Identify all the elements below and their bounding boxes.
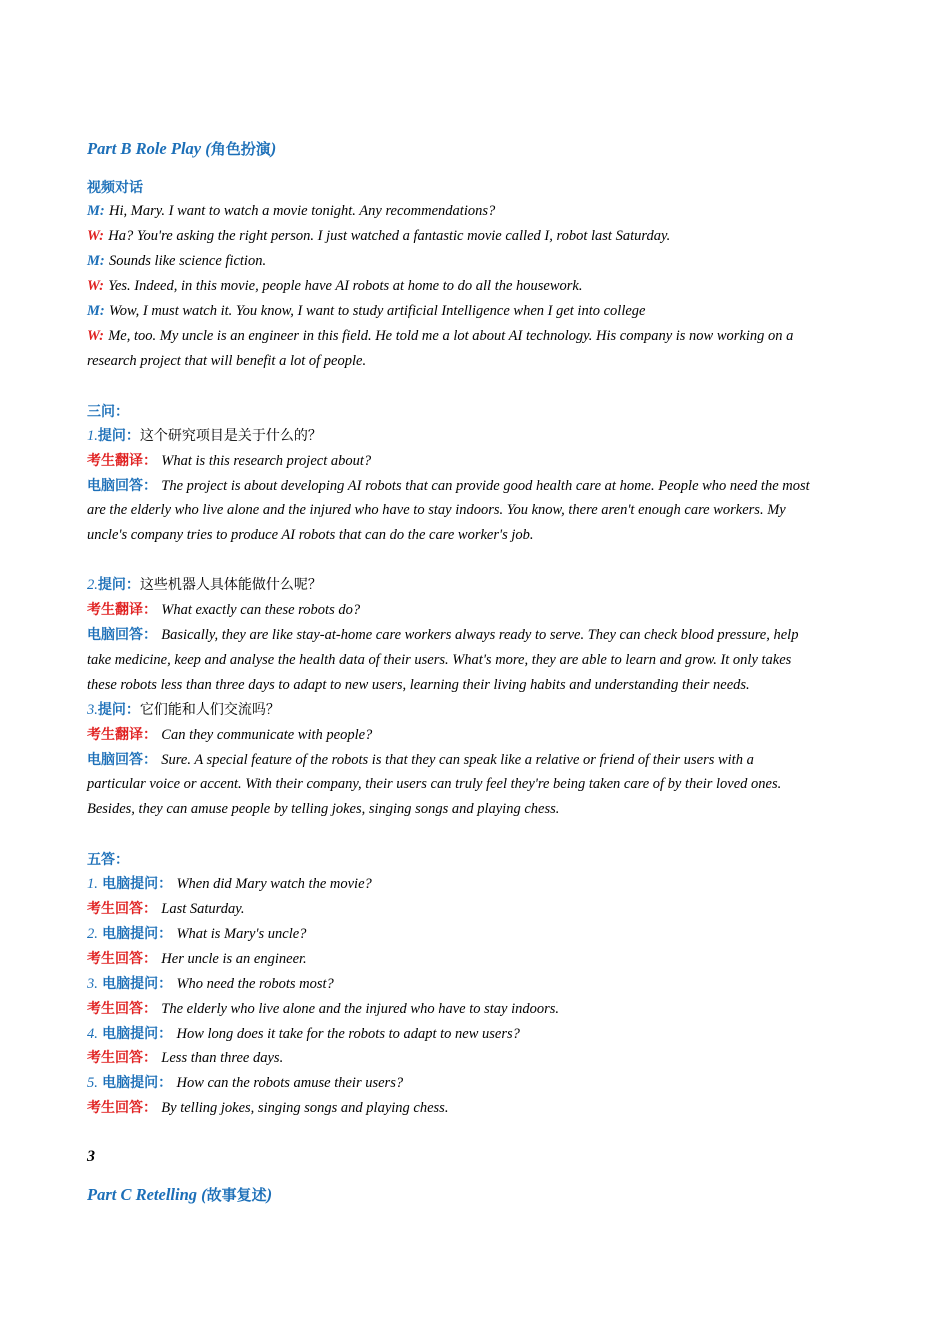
question-1-ask: 1.提问：这个研究项目是关于什么的？ — [87, 428, 322, 444]
five-answer-5: 考生回答： By telling jokes, singing songs and playing chess. — [87, 1100, 449, 1116]
question-3-answer-line: particular voice or accent. With their company, their users can truly feel they're being taken care of by their loved ones. — [87, 776, 782, 792]
question-3-answer-line: Besides, they can amuse people by telling jokes, singing songs and playing chess. — [87, 801, 560, 817]
question-1-translation: 考生翻译： What is this research project about? — [87, 453, 372, 469]
dialogue-line: W: Me, too. My uncle is an engineer in this field. He told me a lot about AI technology. His company is now working on a — [87, 328, 794, 344]
part-b-title-zh: 角色扮演 — [210, 140, 271, 158]
part-c-title-en: Part C Retelling ( — [87, 1185, 207, 1204]
part-b-title — [87, 139, 276, 159]
dialogue-line: M: Hi, Mary. I want to watch a movie tonight. Any recommendations? — [87, 203, 496, 219]
dialogue-continuation: research project that will benefit a lot of people. — [87, 353, 367, 369]
three-questions-heading: 三问： — [87, 404, 129, 420]
five-answer-2: 考生回答： Her uncle is an engineer. — [87, 951, 307, 967]
question-2-answer-line: these robots less than three days to adapt to new users, learning their living habits and understanding their needs. — [87, 677, 750, 693]
part-b-title-en: Part B Role Play ( — [87, 139, 211, 158]
five-question-4: 4. 电脑提问： How long does it take for the robots to adapt to new users? — [87, 1026, 520, 1042]
dialogue-line: W: Yes. Indeed, in this movie, people have AI robots at home to do all the housework. — [87, 278, 583, 294]
part-c-title-zh: 故事复述 — [206, 1186, 267, 1204]
part-b-title-close: ) — [270, 139, 277, 158]
dialogue-heading: 视频对话 — [87, 180, 143, 196]
five-question-5: 5. 电脑提问： How can the robots amuse their users? — [87, 1075, 404, 1091]
question-1-answer: 电脑回答： The project is about developing AI robots that can provide good health care at home. People who need the most — [87, 478, 810, 494]
five-question-3: 3. 电脑提问： Who need the robots most? — [87, 976, 334, 992]
question-2-translation: 考生翻译： What exactly can these robots do? — [87, 602, 361, 618]
question-2-ask: 2.提问：这些机器人具体能做什么呢？ — [87, 577, 322, 593]
question-3-ask: 3.提问：它们能和人们交流吗？ — [87, 702, 280, 718]
five-question-2: 2. 电脑提问： What is Mary's uncle? — [87, 926, 307, 942]
dialogue-line: W: Ha? You're asking the right person. I just watched a fantastic movie called I, robot last Saturday. — [87, 228, 671, 244]
five-question-1: 1. 电脑提问： When did Mary watch the movie? — [87, 876, 372, 892]
five-answer-1: 考生回答： Last Saturday. — [87, 901, 245, 917]
five-answer-3: 考生回答： The elderly who live alone and the injured who have to stay indoors. — [87, 1001, 560, 1017]
question-1-answer-line: are the elderly who live alone and the injured who have to stay indoors. You know, there aren't enough care workers. My — [87, 502, 786, 518]
part-c-title-close: ) — [266, 1185, 273, 1204]
question-2-answer-line: take medicine, keep and analyse the health data of their users. What's more, they are able to learn and grow. It only takes — [87, 652, 792, 668]
page-number: 3 — [87, 1148, 95, 1165]
question-1-answer-line: uncle's company tries to produce AI robots that can do the care worker's job. — [87, 527, 534, 543]
question-2-answer: 电脑回答： Basically, they are like stay-at-home care workers always ready to serve. They can check blood pressure, help — [87, 627, 799, 643]
part-c-title — [87, 1185, 272, 1205]
question-3-answer: 电脑回答： Sure. A special feature of the robots is that they can speak like a relative or friend of their users with a — [87, 752, 754, 768]
five-answer-4: 考生回答： Less than three days. — [87, 1050, 284, 1066]
dialogue-line: M: Sounds like science fiction. — [87, 253, 267, 269]
question-3-translation: 考生翻译： Can they communicate with people? — [87, 727, 373, 743]
dialogue-line: M: Wow, I must watch it. You know, I want to study artificial Intelligence when I get into college — [87, 303, 646, 319]
five-answers-heading: 五答： — [87, 852, 129, 868]
